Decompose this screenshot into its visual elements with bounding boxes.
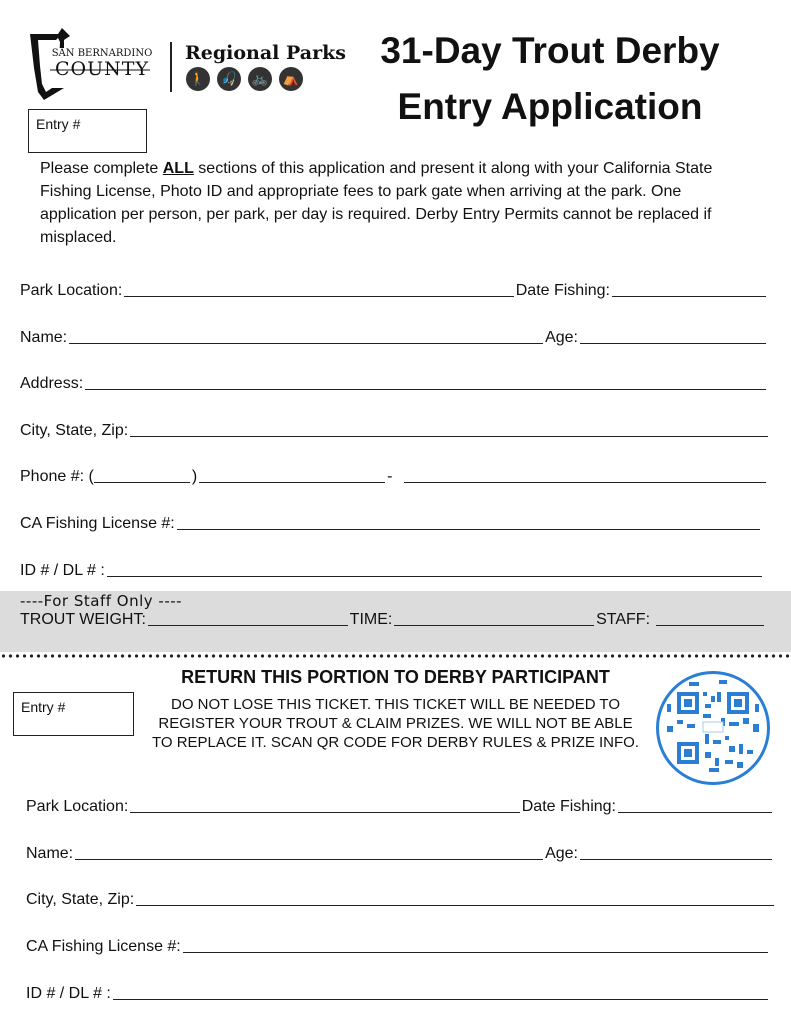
phone-close-paren: ) — [191, 468, 198, 485]
address-label: Address: — [20, 375, 84, 392]
ticket-city-state-zip-label: City, State, Zip: — [26, 891, 135, 908]
park-location-label: Park Location: — [20, 282, 123, 299]
ticket-name-age-row — [26, 843, 774, 863]
regional-parks-icons — [186, 67, 303, 91]
ticket-age-field[interactable] — [580, 859, 772, 860]
name-label: Name: — [20, 329, 68, 346]
cyclist-icon: 🚲 — [248, 67, 272, 91]
ticket-city-state-zip-row — [26, 889, 776, 909]
county-logo-top-text: SAN BERNARDINO — [51, 48, 153, 59]
perforation-line — [0, 652, 791, 660]
ticket-id-dl-field[interactable] — [113, 999, 768, 1000]
fishing-license-field[interactable] — [177, 529, 760, 530]
license-row — [20, 513, 762, 533]
ticket-park-location-field[interactable] — [130, 812, 519, 813]
staff-label: STAFF: — [596, 611, 651, 628]
intro-text-post: sections of this application and present it along with your California State Fishing License, Photo ID and appropriate fees to park gate when arriving at the park. One application per person, per park, per day is required. Derby Entry Permits cannot be replaced if misplaced. — [40, 160, 713, 246]
trout-weight-label: TROUT WEIGHT: — [20, 611, 146, 628]
id-row — [20, 560, 764, 580]
age-field[interactable] — [580, 343, 766, 344]
camping-icon: ⛺ — [279, 67, 303, 91]
entry-number-box[interactable] — [28, 109, 147, 153]
address-field[interactable] — [85, 389, 766, 390]
entry-number-label: Entry # — [36, 116, 81, 132]
qr-code[interactable] — [656, 671, 770, 785]
ticket-notice: DO NOT LOSE THIS TICKET. THIS TICKET WILL BE NEEDED TO REGISTER YOUR TROUT & CLAIM PRIZES. WE WILL NOT BE ABLE TO REPLACE IT. SCAN QR CODE FOR DERBY RULES & PRIZE INFO. — [151, 696, 640, 751]
ticket-age-label: Age: — [545, 845, 578, 862]
phone-area-code-field[interactable] — [94, 482, 190, 483]
intro-paragraph — [40, 157, 760, 249]
date-fishing-label: Date Fishing: — [515, 282, 610, 299]
ticket-fishing-license-label: CA Fishing License #: — [26, 938, 181, 955]
city-state-zip-row — [20, 420, 770, 440]
trout-weight-field[interactable] — [148, 625, 348, 626]
return-portion-heading: RETURN THIS PORTION TO DERBY PARTICIPANT — [181, 667, 610, 687]
phone-dash: - — [387, 468, 393, 485]
city-state-zip-label: City, State, Zip: — [20, 422, 129, 439]
ticket-id-dl-label: ID # / DL # : — [26, 985, 111, 1002]
ticket-park-location-label: Park Location: — [26, 798, 129, 815]
city-state-zip-field[interactable] — [130, 436, 768, 437]
id-dl-field[interactable] — [107, 576, 762, 577]
id-dl-label: ID # / DL # : — [20, 562, 105, 579]
ticket-date-fishing-field[interactable] — [618, 812, 772, 813]
age-label: Age: — [545, 329, 578, 346]
page-title-line1: 31-Day Trout Derby — [380, 30, 720, 71]
fishing-license-label: CA Fishing License #: — [20, 515, 175, 532]
intro-emphasis: ALL — [162, 160, 194, 177]
ticket-fishing-license-field[interactable] — [183, 952, 768, 953]
name-age-row — [20, 327, 768, 347]
phone-label: Phone #: ( — [20, 468, 94, 485]
name-field[interactable] — [69, 343, 543, 344]
ticket-city-state-zip-field[interactable] — [136, 905, 774, 906]
address-row — [20, 373, 768, 393]
staff-field[interactable] — [656, 625, 764, 626]
staff-only-header: ----For Staff Only ---- — [20, 592, 183, 610]
ticket-name-label: Name: — [26, 845, 74, 862]
ticket-license-row — [26, 936, 770, 956]
intro-text-pre: Please complete — [40, 160, 163, 177]
county-logo-main-text: COUNTY — [55, 58, 149, 80]
park-location-field[interactable] — [124, 296, 513, 297]
hiker-icon: 🚶 — [186, 67, 210, 91]
time-label: TIME: — [349, 611, 393, 628]
date-fishing-field[interactable] — [612, 296, 766, 297]
ticket-entry-number-box[interactable] — [13, 692, 134, 736]
ticket-id-row — [26, 983, 770, 1003]
regional-parks-logo-text: Regional Parks — [185, 42, 346, 64]
ticket-name-field[interactable] — [75, 859, 543, 860]
qr-code-icon — [659, 674, 767, 782]
phone-row — [20, 466, 768, 486]
ticket-entry-number-label: Entry # — [21, 699, 66, 715]
staff-row — [20, 609, 766, 629]
fishing-icon: 🎣 — [217, 67, 241, 91]
park-date-row — [20, 280, 768, 300]
phone-prefix-field[interactable] — [199, 482, 385, 483]
page-title-line2: Entry Application — [397, 86, 703, 127]
phone-line-field[interactable] — [404, 482, 766, 483]
ticket-date-fishing-label: Date Fishing: — [521, 798, 616, 815]
logo-divider — [170, 42, 172, 92]
time-field[interactable] — [394, 625, 594, 626]
ticket-park-date-row — [26, 796, 774, 816]
